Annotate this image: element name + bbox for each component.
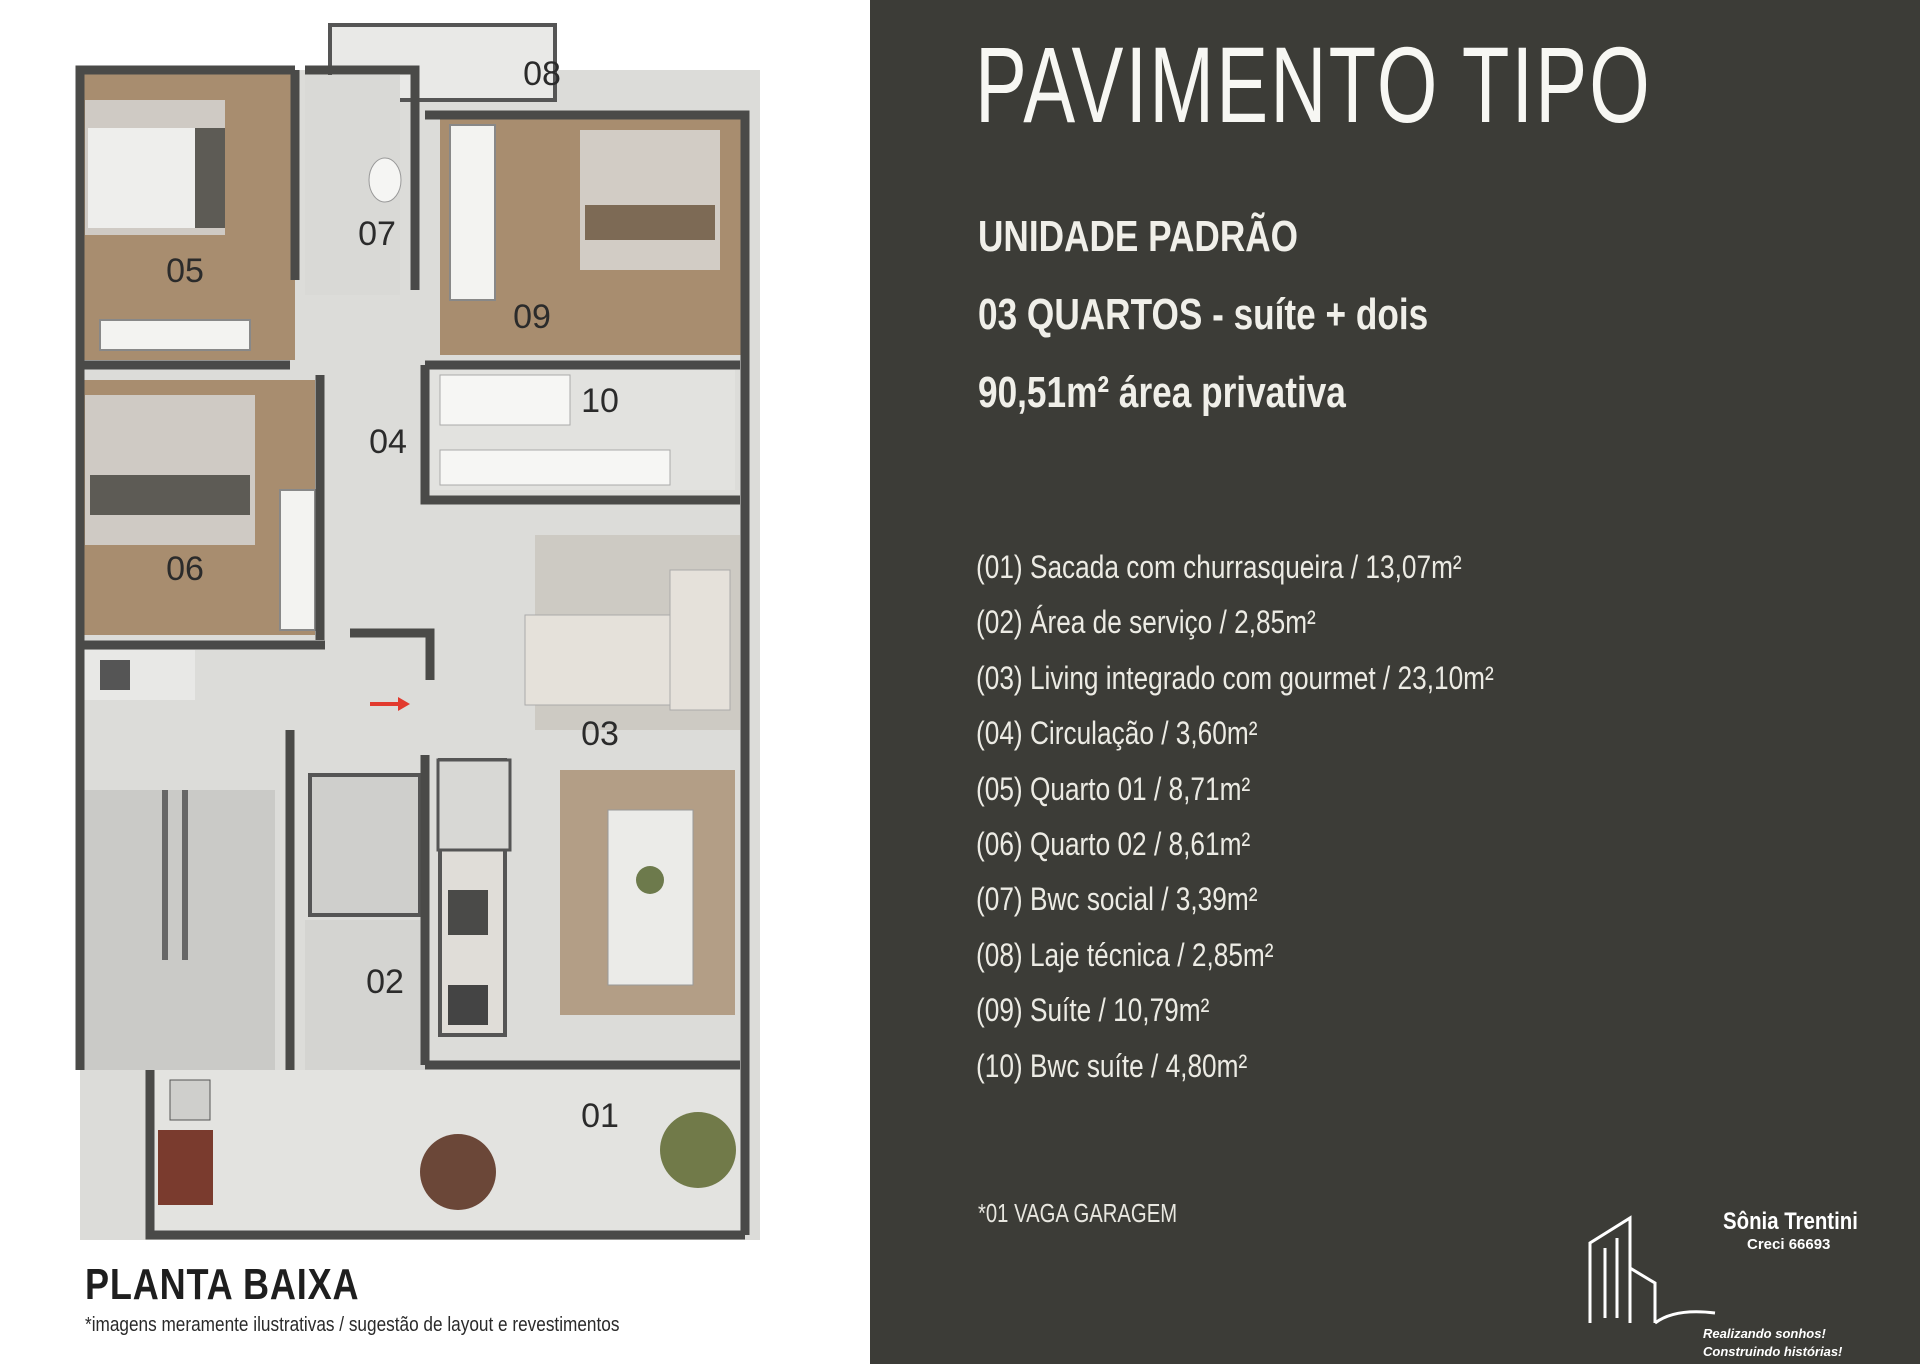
bedroom-summary: 03 QUARTOS - suíte + dois bbox=[978, 290, 1429, 339]
unit-type: UNIDADE PADRÃO bbox=[978, 212, 1299, 261]
area-item-03: (03) Living integrado com gourmet / 23,10m² bbox=[976, 659, 1494, 696]
area-item-02: (02) Área de serviço / 2,85m² bbox=[976, 604, 1316, 641]
garage-note: *01 VAGA GARAGEM bbox=[978, 1198, 1178, 1228]
brand-slogan-2: Construindo histórias! bbox=[1703, 1344, 1843, 1359]
room-label-09: 09 bbox=[513, 298, 551, 336]
building-logo-icon bbox=[1585, 1208, 1725, 1328]
floor-plan bbox=[70, 20, 770, 1240]
brand-slogan-1: Realizando sonhos! bbox=[1703, 1326, 1826, 1341]
brand-creci: Creci 66693 bbox=[1747, 1236, 1831, 1253]
area-item-09: (09) Suíte / 10,79m² bbox=[976, 992, 1210, 1029]
room-label-07: 07 bbox=[358, 215, 396, 253]
area-item-04: (04) Circulação / 3,60m² bbox=[976, 715, 1258, 752]
info-panel bbox=[870, 0, 1920, 1364]
room-label-04: 04 bbox=[369, 423, 407, 461]
area-item-01: (01) Sacada com churrasqueira / 13,07m² bbox=[976, 549, 1462, 585]
area-item-08: (08) Laje técnica / 2,85m² bbox=[976, 936, 1274, 973]
room-label-10: 10 bbox=[581, 382, 619, 420]
area-item-06: (06) Quarto 02 / 8,61m² bbox=[976, 825, 1251, 862]
room-label-05: 05 bbox=[166, 252, 204, 290]
room-label-03: 03 bbox=[581, 715, 619, 753]
area-item-05: (05) Quarto 01 / 8,71m² bbox=[976, 770, 1251, 807]
room-label-01: 01 bbox=[581, 1097, 619, 1135]
area-list bbox=[976, 540, 1607, 1094]
plan-caption-note: *imagens meramente ilustrativas / sugestão de layout e revestimentos bbox=[85, 1314, 620, 1336]
floor-plan-panel bbox=[0, 0, 870, 1364]
room-label-08: 08 bbox=[523, 55, 561, 93]
area-item-10: (10) Bwc suíte / 4,80m² bbox=[976, 1047, 1248, 1084]
room-label-06: 06 bbox=[166, 550, 204, 588]
brand-name: Sônia Trentini bbox=[1723, 1208, 1858, 1235]
room-02-area bbox=[305, 920, 425, 1070]
area-item-07: (07) Bwc social / 3,39m² bbox=[976, 881, 1258, 918]
page-title: PAVIMENTO TIPO bbox=[975, 24, 1652, 145]
private-area: 90,51m² área privativa bbox=[978, 368, 1346, 417]
plan-caption-title: PLANTA BAIXA bbox=[85, 1260, 360, 1309]
room-label-02: 02 bbox=[366, 963, 404, 1001]
brand-logo bbox=[1585, 1208, 1858, 1359]
